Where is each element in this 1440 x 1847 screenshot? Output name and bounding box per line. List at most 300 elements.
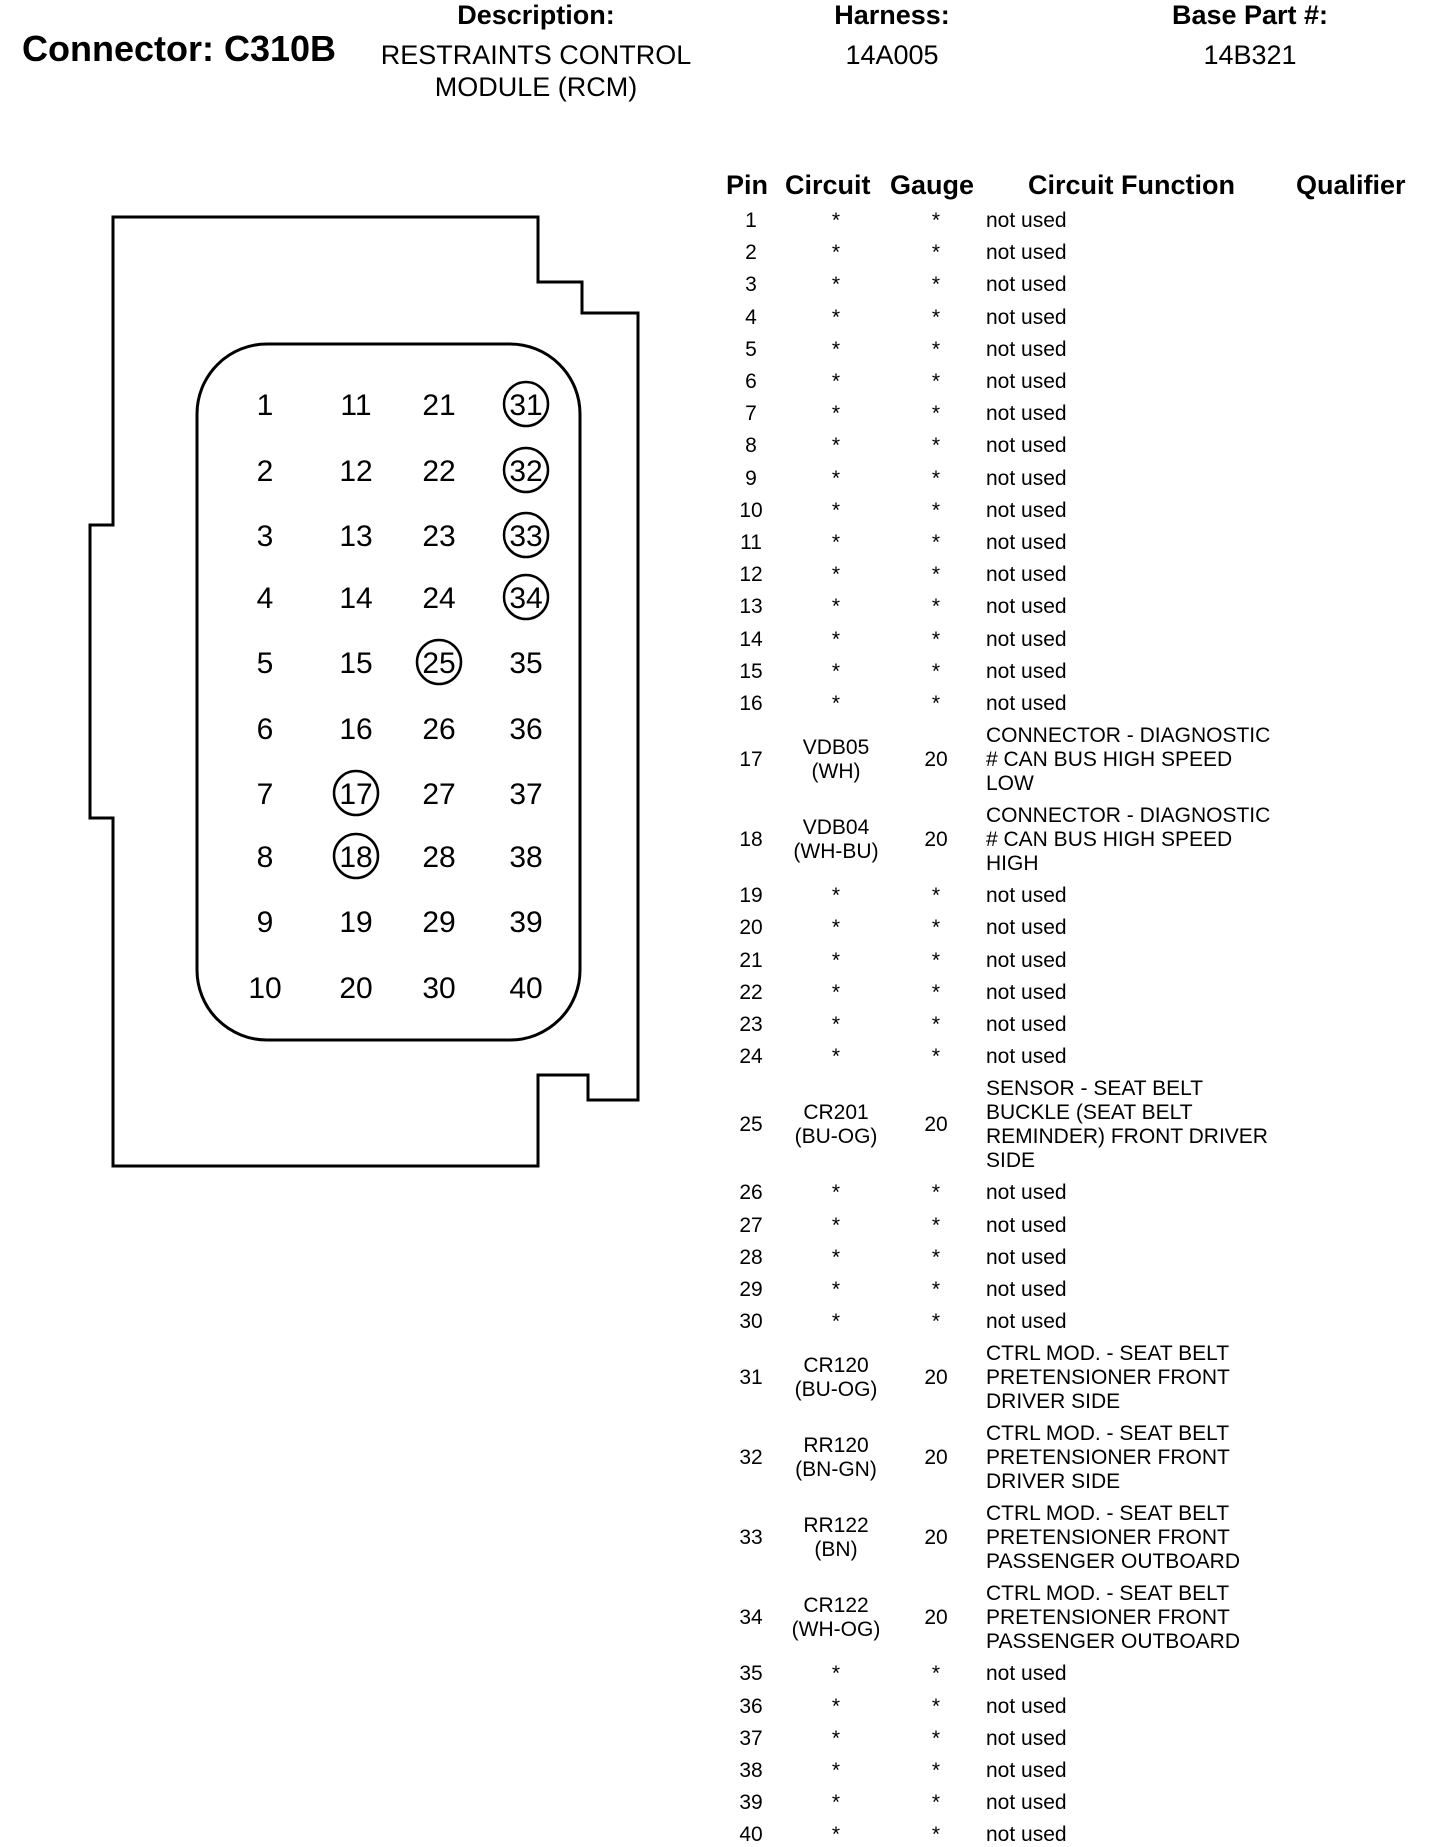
circuit-cell xyxy=(776,884,896,908)
circuit-text: (BN-GN) xyxy=(795,1458,877,1482)
function-text: not used xyxy=(986,531,1067,554)
pin-number: 32 xyxy=(739,1446,763,1470)
circuit-cell xyxy=(776,241,896,265)
function-text: not used xyxy=(986,916,1067,940)
function-cell xyxy=(986,273,1286,297)
gauge-cell: * xyxy=(931,1181,941,1205)
function-text: CONNECTOR - DIAGNOSTIC xyxy=(986,804,1271,828)
table-row xyxy=(0,1662,1440,1686)
table-row xyxy=(0,1582,1440,1654)
function-text: PASSENGER OUTBOARD xyxy=(986,1630,1240,1654)
table-row xyxy=(0,724,1440,796)
pin-label: 29 xyxy=(422,906,456,939)
function-cell xyxy=(986,563,1286,587)
function-cell xyxy=(986,981,1286,1005)
function-text: not used xyxy=(986,337,1067,361)
function-cell xyxy=(986,1422,1286,1494)
function-text: not used xyxy=(986,659,1067,683)
function-cell xyxy=(986,1181,1286,1205)
function-cell xyxy=(986,1278,1286,1302)
function-text: DRIVER SIDE xyxy=(986,1470,1121,1494)
table-row xyxy=(0,531,1440,555)
table-row xyxy=(0,595,1440,619)
function-cell xyxy=(986,724,1286,796)
table-row xyxy=(0,884,1440,908)
pin-label: 25 xyxy=(422,647,456,680)
function-cell xyxy=(986,434,1286,458)
circuit-text: * xyxy=(831,692,841,715)
gauge-cell: 20 xyxy=(924,1366,948,1390)
circuit-cell xyxy=(776,1310,896,1334)
pin-label: 21 xyxy=(422,389,456,422)
function-cell xyxy=(986,916,1286,940)
circuit-text: * xyxy=(831,1245,841,1269)
base-part-label: Base Part #: xyxy=(1171,0,1329,30)
col-header-function: Circuit Function xyxy=(1028,170,1235,200)
pin-number: 6 xyxy=(745,370,757,393)
function-text: CTRL MOD. - SEAT BELT xyxy=(986,1342,1230,1366)
pin-number: 5 xyxy=(745,337,757,361)
table-row xyxy=(0,563,1440,587)
circuit-cell xyxy=(776,1759,896,1783)
function-text: not used xyxy=(986,402,1067,426)
circuit-cell xyxy=(776,1246,896,1270)
description-line-2: MODULE (RCM) xyxy=(434,72,638,102)
function-text: not used xyxy=(986,948,1067,972)
pin-label: 28 xyxy=(422,841,456,874)
pin-label: 19 xyxy=(339,906,373,939)
function-text: DRIVER SIDE xyxy=(986,1390,1121,1414)
table-row xyxy=(0,499,1440,523)
circuit-text: * xyxy=(831,980,841,1004)
circuit-cell xyxy=(776,916,896,940)
table-row xyxy=(0,1077,1440,1173)
circuit-text: CR120 xyxy=(803,1354,869,1378)
function-cell xyxy=(986,1791,1286,1815)
function-text: CTRL MOD. - SEAT BELT xyxy=(986,1502,1230,1526)
circuit-text: RR120 xyxy=(803,1434,869,1458)
function-text: not used xyxy=(986,627,1067,651)
pin-label: 34 xyxy=(509,582,543,615)
circuit-text: (BU-OG) xyxy=(794,1378,878,1402)
gauge-cell: * xyxy=(931,1694,941,1718)
pin-label: 35 xyxy=(509,647,543,680)
circuit-text: * xyxy=(831,1694,841,1718)
col-header-pin: Pin xyxy=(726,170,769,200)
pin-label: 27 xyxy=(422,778,456,811)
table-row xyxy=(0,1310,1440,1334)
function-text: PRETENSIONER FRONT xyxy=(986,1366,1230,1390)
col-header-circuit: Circuit xyxy=(785,170,871,200)
circuit-cell xyxy=(776,499,896,523)
gauge-cell: * xyxy=(931,1013,941,1036)
function-text: not used xyxy=(986,1310,1067,1334)
table-row xyxy=(0,660,1440,684)
circuit-text: * xyxy=(831,916,841,940)
pin-label: 11 xyxy=(340,389,372,422)
circuit-cell xyxy=(776,563,896,587)
function-text: not used xyxy=(986,370,1067,393)
pin-label: 6 xyxy=(256,713,274,746)
pin-number: 35 xyxy=(739,1662,763,1686)
pin-label: 15 xyxy=(339,647,373,680)
pin-number: 30 xyxy=(739,1310,763,1334)
circuit-text: * xyxy=(831,466,841,490)
gauge-cell: * xyxy=(931,209,941,232)
pin-number: 38 xyxy=(739,1759,763,1782)
pin-label: 32 xyxy=(509,455,543,488)
circuit-cell xyxy=(776,1791,896,1815)
gauge-cell: * xyxy=(931,1823,941,1847)
gauge-cell: * xyxy=(931,659,941,683)
gauge-cell: * xyxy=(931,402,941,426)
pin-number: 10 xyxy=(739,498,763,522)
gauge-cell: 20 xyxy=(924,1526,948,1550)
pin-label: 10 xyxy=(248,972,282,1005)
function-cell xyxy=(986,1310,1286,1334)
pin-number: 16 xyxy=(739,692,763,715)
function-cell xyxy=(986,306,1286,330)
gauge-cell: * xyxy=(931,531,941,554)
gauge-cell: * xyxy=(931,1278,941,1301)
pin-label: 5 xyxy=(256,647,274,680)
gauge-cell: * xyxy=(931,241,941,265)
function-text: PRETENSIONER FRONT xyxy=(986,1606,1230,1630)
circuit-text: * xyxy=(831,1759,841,1782)
circuit-cell xyxy=(776,402,896,426)
circuit-text: * xyxy=(831,273,841,297)
circuit-cell xyxy=(776,1594,896,1642)
circuit-text: * xyxy=(831,370,841,393)
gauge-cell: * xyxy=(931,627,941,651)
circuit-text: * xyxy=(831,531,841,554)
connector-title: Connector: C310B xyxy=(22,28,337,69)
pin-number: 23 xyxy=(739,1013,763,1036)
function-text: BUCKLE (SEAT BELT xyxy=(986,1101,1193,1125)
function-cell xyxy=(986,370,1286,394)
table-row xyxy=(0,402,1440,426)
col-header-gauge: Gauge xyxy=(890,170,975,200)
pin-number: 8 xyxy=(745,434,757,458)
function-cell xyxy=(986,402,1286,426)
circuit-text: * xyxy=(831,209,841,232)
harness-value: 14A005 xyxy=(845,40,939,70)
function-text: not used xyxy=(986,563,1067,587)
circuit-cell xyxy=(776,1727,896,1751)
pin-label: 12 xyxy=(339,455,373,488)
circuit-text: (WH) xyxy=(811,760,861,784)
table-row xyxy=(0,916,1440,940)
pin-label: 4 xyxy=(256,582,274,615)
circuit-text: VDB05 xyxy=(802,736,870,760)
function-text: SIDE xyxy=(986,1149,1036,1173)
circuit-cell xyxy=(776,595,896,619)
pin-number: 34 xyxy=(739,1606,763,1630)
circuit-text: * xyxy=(831,1213,841,1237)
pin-label: 17 xyxy=(339,778,373,811)
table-row xyxy=(0,273,1440,297)
function-cell xyxy=(986,628,1286,652)
table-row xyxy=(0,1759,1440,1783)
function-text: not used xyxy=(986,273,1067,297)
function-cell xyxy=(986,1695,1286,1719)
table-row xyxy=(0,1342,1440,1414)
gauge-cell: * xyxy=(931,692,941,715)
function-cell xyxy=(986,595,1286,619)
function-text: not used xyxy=(986,1791,1067,1815)
circuit-cell xyxy=(776,1354,896,1402)
circuit-text: * xyxy=(831,1310,841,1334)
gauge-cell: * xyxy=(931,370,941,393)
gauge-cell: 20 xyxy=(924,1113,948,1137)
gauge-cell: * xyxy=(931,434,941,458)
pin-label: 22 xyxy=(422,455,456,488)
gauge-cell: * xyxy=(931,1759,941,1782)
gauge-cell: * xyxy=(931,1310,941,1334)
circuit-cell xyxy=(776,1278,896,1302)
circuit-cell xyxy=(776,434,896,458)
circuit-cell xyxy=(776,1181,896,1205)
pin-number: 18 xyxy=(739,828,763,852)
circuit-text: VDB04 xyxy=(802,816,870,840)
function-cell xyxy=(986,1727,1286,1751)
pin-number: 7 xyxy=(745,402,757,426)
pin-number: 11 xyxy=(740,531,762,554)
function-text: # CAN BUS HIGH SPEED xyxy=(986,748,1233,772)
circuit-text: * xyxy=(831,948,841,972)
function-cell xyxy=(986,1214,1286,1238)
function-text: not used xyxy=(986,209,1067,232)
gauge-cell: 20 xyxy=(924,828,948,852)
pin-number: 26 xyxy=(739,1181,763,1205)
table-row xyxy=(0,1214,1440,1238)
circuit-cell xyxy=(776,660,896,684)
description-line-1: RESTRAINTS CONTROL xyxy=(380,40,692,70)
circuit-text: * xyxy=(831,563,841,587)
circuit-cell xyxy=(776,628,896,652)
circuit-text: * xyxy=(831,498,841,522)
pin-label: 1 xyxy=(256,389,274,422)
pin-label: 16 xyxy=(339,713,373,746)
circuit-text: * xyxy=(831,1726,841,1750)
circuit-cell xyxy=(776,467,896,491)
circuit-text: * xyxy=(831,627,841,651)
gauge-cell: * xyxy=(931,305,941,329)
table-row xyxy=(0,1502,1440,1574)
gauge-cell: * xyxy=(931,980,941,1004)
function-text: not used xyxy=(986,466,1067,490)
function-text: not used xyxy=(986,1181,1067,1205)
function-text: not used xyxy=(986,1823,1067,1847)
table-row xyxy=(0,209,1440,233)
function-text: not used xyxy=(986,434,1067,458)
function-text: CONNECTOR - DIAGNOSTIC xyxy=(986,724,1271,748)
table-row xyxy=(0,1181,1440,1205)
pin-number: 36 xyxy=(739,1694,763,1718)
pin-label: 9 xyxy=(256,906,274,939)
gauge-cell: 20 xyxy=(924,1446,948,1470)
circuit-cell xyxy=(776,338,896,362)
pin-number: 2 xyxy=(745,241,757,265)
circuit-text: * xyxy=(831,1278,841,1301)
pin-label: 33 xyxy=(509,520,543,553)
pin-number: 21 xyxy=(739,948,763,972)
circuit-text: (WH-OG) xyxy=(791,1618,881,1642)
function-cell xyxy=(986,660,1286,684)
circuit-text: * xyxy=(831,1013,841,1036)
circuit-cell xyxy=(776,816,896,864)
harness-label: Harness: xyxy=(834,0,950,30)
function-text: LOW xyxy=(986,772,1034,796)
pin-number: 9 xyxy=(745,466,757,490)
function-text: not used xyxy=(986,1213,1067,1237)
circuit-cell xyxy=(776,1823,896,1847)
function-cell xyxy=(986,1662,1286,1686)
gauge-cell: * xyxy=(931,948,941,972)
function-cell xyxy=(986,338,1286,362)
gauge-cell: * xyxy=(931,498,941,522)
table-row xyxy=(0,692,1440,716)
function-text: HIGH xyxy=(986,852,1039,876)
function-text: not used xyxy=(986,1726,1067,1750)
circuit-cell xyxy=(776,209,896,233)
circuit-text: RR122 xyxy=(803,1514,869,1538)
pin-number: 40 xyxy=(739,1823,763,1847)
pin-number: 13 xyxy=(739,595,763,619)
table-row xyxy=(0,467,1440,491)
circuit-text: * xyxy=(831,305,841,329)
circuit-text: * xyxy=(831,1045,841,1069)
base-part-value: 14B321 xyxy=(1203,40,1297,70)
pin-number: 31 xyxy=(739,1366,763,1390)
table-row xyxy=(0,628,1440,652)
pin-label: 8 xyxy=(256,841,274,874)
circuit-text: * xyxy=(831,434,841,458)
circuit-cell xyxy=(776,692,896,716)
function-text: not used xyxy=(986,1662,1067,1686)
function-text: not used xyxy=(986,498,1067,522)
function-cell xyxy=(986,1759,1286,1783)
pin-number: 39 xyxy=(739,1791,763,1815)
gauge-cell: * xyxy=(931,273,941,297)
gauge-cell: 20 xyxy=(924,1606,948,1630)
function-text: not used xyxy=(986,1013,1067,1036)
function-cell xyxy=(986,1045,1286,1069)
circuit-text: * xyxy=(831,884,841,908)
table-row xyxy=(0,1045,1440,1069)
function-text: CTRL MOD. - SEAT BELT xyxy=(986,1422,1230,1446)
pin-label: 2 xyxy=(256,455,274,488)
circuit-cell xyxy=(776,1434,896,1482)
table-row xyxy=(0,1823,1440,1847)
pin-number: 19 xyxy=(739,884,763,908)
gauge-cell: * xyxy=(931,916,941,940)
gauge-cell: * xyxy=(931,1726,941,1750)
pin-number: 27 xyxy=(739,1213,763,1237)
pin-number: 24 xyxy=(739,1045,763,1069)
pin-label: 38 xyxy=(509,841,543,874)
pin-number: 1 xyxy=(745,209,757,232)
pin-label: 40 xyxy=(509,972,543,1005)
table-row xyxy=(0,241,1440,265)
table-row xyxy=(0,1246,1440,1270)
function-text: not used xyxy=(986,305,1067,329)
table-row xyxy=(0,1422,1440,1494)
circuit-cell xyxy=(776,1695,896,1719)
circuit-text: * xyxy=(831,659,841,683)
gauge-cell: * xyxy=(931,1213,941,1237)
circuit-cell xyxy=(776,981,896,1005)
function-cell xyxy=(986,209,1286,233)
pin-number: 3 xyxy=(745,273,757,297)
function-text: PRETENSIONER FRONT xyxy=(986,1526,1230,1550)
circuit-cell xyxy=(776,736,896,784)
function-cell xyxy=(986,1502,1286,1574)
pin-number: 22 xyxy=(739,980,763,1004)
function-text: not used xyxy=(986,595,1067,619)
function-cell xyxy=(986,241,1286,265)
circuit-text: * xyxy=(831,1181,841,1205)
table-row xyxy=(0,1013,1440,1037)
circuit-cell xyxy=(776,1514,896,1562)
table-row xyxy=(0,1727,1440,1751)
pin-label: 26 xyxy=(422,713,456,746)
description-label: Description: xyxy=(457,0,615,30)
table-row xyxy=(0,1695,1440,1719)
function-text: not used xyxy=(986,980,1067,1004)
function-text: SENSOR - SEAT BELT xyxy=(986,1077,1204,1101)
pin-label: 7 xyxy=(256,778,274,811)
circuit-cell xyxy=(776,273,896,297)
circuit-text: * xyxy=(831,402,841,426)
pin-number: 28 xyxy=(739,1245,763,1269)
circuit-text: * xyxy=(831,1791,841,1815)
circuit-text: CR122 xyxy=(803,1594,869,1618)
table-row xyxy=(0,338,1440,362)
pin-label: 36 xyxy=(509,713,543,746)
function-cell xyxy=(986,1582,1286,1654)
table-row xyxy=(0,370,1440,394)
table-row xyxy=(0,1791,1440,1815)
pin-number: 33 xyxy=(739,1526,763,1550)
function-text: PASSENGER OUTBOARD xyxy=(986,1550,1240,1574)
circuit-text: (BU-OG) xyxy=(794,1125,878,1149)
col-header-qualifier: Qualifier xyxy=(1296,170,1406,200)
pin-label: 3 xyxy=(256,520,274,553)
pin-label: 23 xyxy=(422,520,456,553)
function-text: not used xyxy=(986,692,1067,715)
pin-label: 18 xyxy=(339,841,373,874)
circuit-cell xyxy=(776,306,896,330)
circuit-cell xyxy=(776,1662,896,1686)
pin-number: 4 xyxy=(745,305,757,329)
circuit-cell xyxy=(776,531,896,555)
circuit-text: * xyxy=(831,595,841,619)
table-row xyxy=(0,949,1440,973)
gauge-cell: * xyxy=(931,1791,941,1815)
pin-label: 30 xyxy=(422,972,456,1005)
function-cell xyxy=(986,884,1286,908)
pin-label: 31 xyxy=(509,389,543,422)
function-cell xyxy=(986,1823,1286,1847)
pin-label: 13 xyxy=(339,520,373,553)
circuit-cell xyxy=(776,370,896,394)
gauge-cell: * xyxy=(931,1245,941,1269)
function-cell xyxy=(986,1013,1286,1037)
circuit-cell xyxy=(776,1045,896,1069)
circuit-text: * xyxy=(831,1823,841,1847)
table-row xyxy=(0,804,1440,876)
